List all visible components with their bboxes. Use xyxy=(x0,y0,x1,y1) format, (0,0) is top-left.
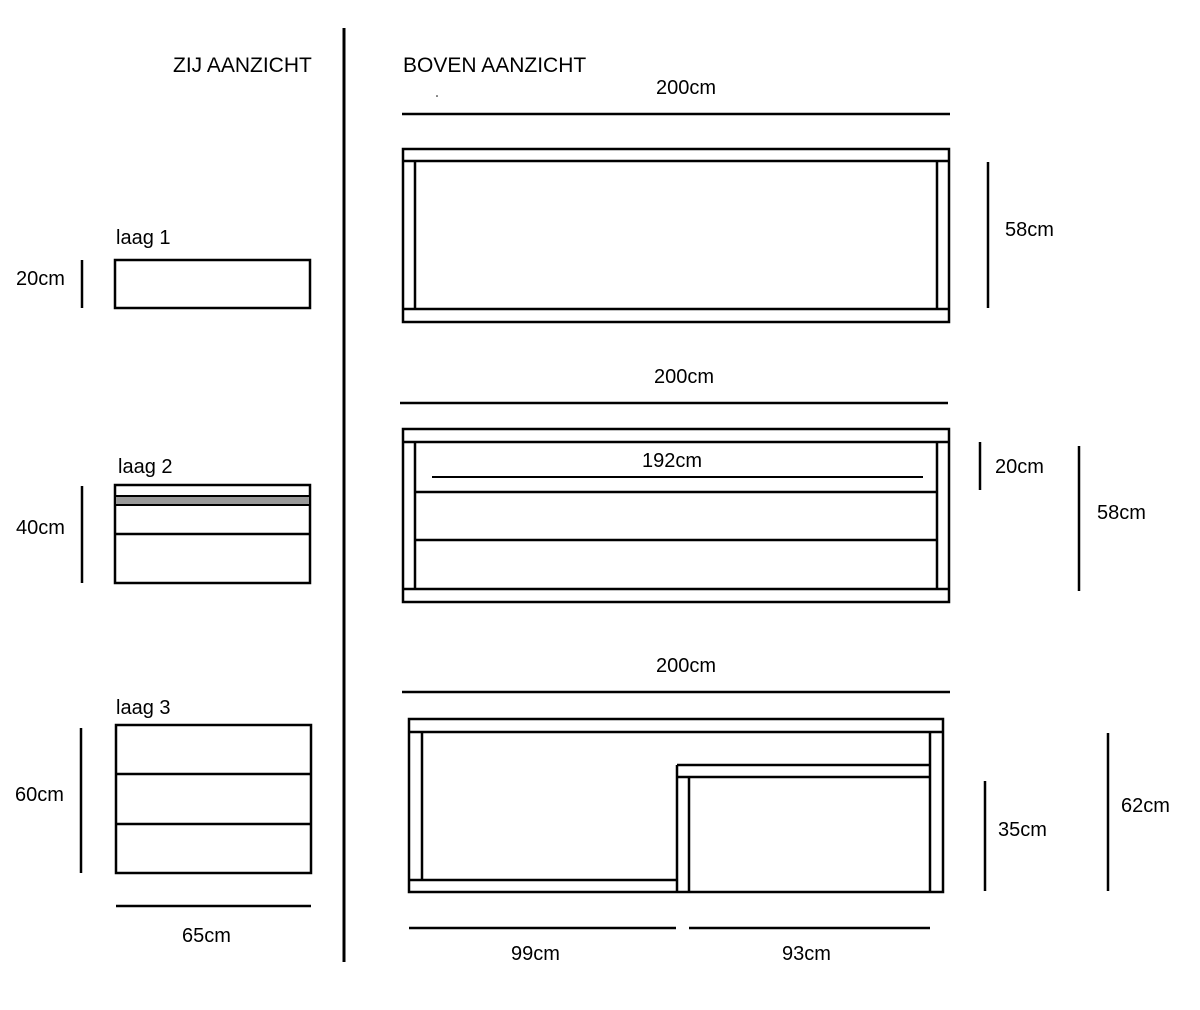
layer1-label: laag 1 xyxy=(116,227,171,249)
top3-width-label: 200cm xyxy=(656,655,717,677)
layer2-label: laag 2 xyxy=(118,456,173,478)
side-view-heading: ZIJ AANZICHT xyxy=(173,54,312,77)
top2-row-depth-label: 20cm xyxy=(995,456,1044,478)
stray-dot xyxy=(436,95,438,97)
layer1-height-label: 20cm xyxy=(16,268,65,290)
top3-left-width-label: 99cm xyxy=(511,943,560,965)
top2-depth-label: 58cm xyxy=(1097,502,1146,524)
layer3-side-box xyxy=(116,725,311,873)
layer2-height-label: 40cm xyxy=(16,517,65,539)
top1-width-label: 200cm xyxy=(656,77,717,99)
top3-right-width-label: 93cm xyxy=(782,943,831,965)
top-view-heading: BOVEN AANZICHT xyxy=(403,54,587,77)
top1-depth-label: 58cm xyxy=(1005,219,1054,241)
top1-frame xyxy=(403,149,949,322)
top3-depth-label: 62cm xyxy=(1121,795,1170,817)
top2-inner-width-label: 192cm xyxy=(642,450,703,472)
layer3-label: laag 3 xyxy=(116,697,171,719)
layer3-height-label: 60cm xyxy=(15,784,64,806)
side-depth-label: 65cm xyxy=(182,925,231,947)
top3-frame xyxy=(409,719,943,892)
layer2-grey-shelf xyxy=(115,496,310,505)
top3-step-depth-label: 35cm xyxy=(998,819,1047,841)
top2-width-label: 200cm xyxy=(654,366,715,388)
layer1-side-box xyxy=(115,260,310,308)
